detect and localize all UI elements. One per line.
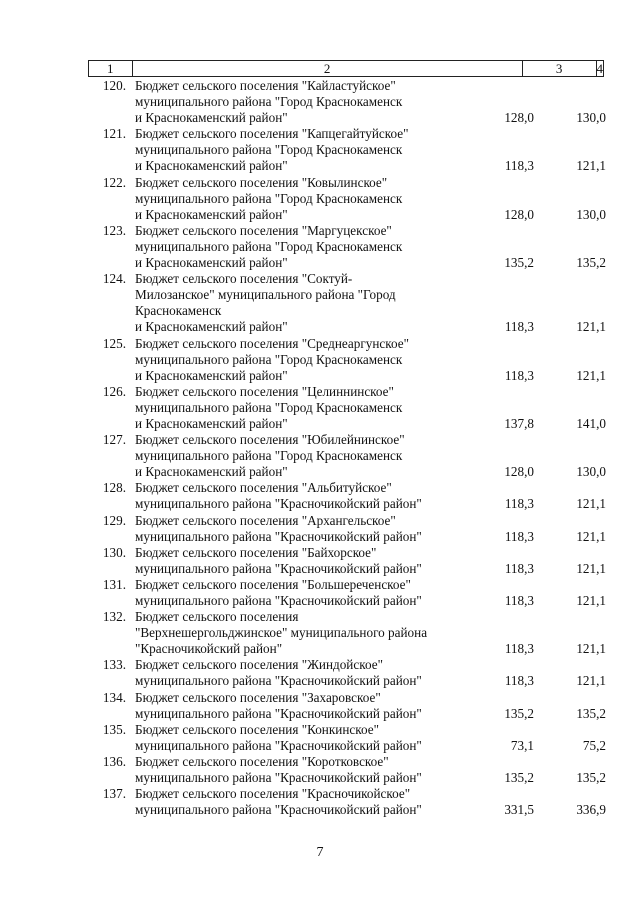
row-description-line: Бюджет сельского поселения	[135, 609, 299, 625]
row-description-line: муниципального района "Город Краснокаменск	[135, 190, 403, 206]
row-value-col3: 135,2	[504, 705, 534, 721]
row-value-col3: 118,3	[504, 496, 534, 512]
row-description-line: муниципального района "Город Краснокаменск	[135, 448, 403, 464]
row-description-line: муниципального района "Город Краснокаменск	[135, 351, 403, 367]
row-value-col3: 331,5	[504, 802, 534, 818]
row-value-col3: 118,3	[504, 367, 534, 383]
row-value-col4: 121,1	[576, 319, 606, 335]
table-row	[0, 336, 640, 384]
row-description-line: Бюджет сельского поселения "Красночикойское"	[135, 786, 411, 802]
row-value-col3: 118,3	[504, 158, 534, 174]
table-row	[0, 271, 640, 335]
row-description-line: муниципального района "Красночикойский район"	[135, 802, 422, 818]
row-description-line: муниципального района "Красночикойский район"	[135, 593, 422, 608]
row-description-line: и Краснокаменский район"	[135, 110, 288, 126]
row-number: 124.	[102, 271, 126, 287]
row-description-line: муниципального района "Красночикойский район"	[135, 705, 422, 721]
row-value-col3: 118,3	[504, 560, 534, 576]
row-value-col3: 118,3	[504, 673, 534, 689]
row-description-line: муниципального района "Красночикойский район"	[135, 737, 422, 753]
row-value-col4: 135,2	[576, 255, 606, 271]
row-description-line: муниципального района "Красночикойский район"	[135, 673, 422, 689]
row-number: 123.	[102, 222, 126, 238]
row-description-line: Бюджет сельского поселения "Среднеаргунское"	[135, 335, 410, 351]
row-value-col3: 128,0	[504, 206, 534, 222]
row-description	[135, 126, 465, 174]
row-description-line: муниципального района "Город Краснокаменск	[135, 399, 403, 415]
row-value-col4: 135,2	[576, 770, 606, 786]
row-description-line: Бюджет сельского поселения "Большереченское"	[135, 576, 411, 592]
row-description-line: муниципального района "Красночикойский район"	[135, 560, 422, 576]
table-body	[0, 78, 640, 818]
row-description	[135, 754, 465, 786]
row-number: 125.	[102, 335, 126, 351]
row-value-col4: 121,1	[576, 641, 606, 657]
row-description-line: и Краснокаменский район"	[135, 158, 288, 174]
row-number: 131.	[102, 576, 126, 592]
row-description-line: муниципального района "Красночикойский район"	[135, 770, 422, 786]
table-row	[0, 609, 640, 657]
row-description-line: муниципального района "Красночикойский район"	[135, 496, 422, 512]
row-description	[135, 271, 465, 335]
row-number: 135.	[102, 721, 126, 737]
row-description-line: Краснокаменск	[135, 303, 222, 319]
row-description	[135, 545, 465, 577]
row-description-line: муниципального района "Город Краснокаменск	[135, 142, 403, 158]
row-description-line: Бюджет сельского поселения "Соктуй-	[135, 271, 353, 287]
row-description	[135, 513, 465, 545]
table-row	[0, 175, 640, 223]
table-row	[0, 577, 640, 609]
row-description	[135, 223, 465, 271]
row-description-line: и Краснокаменский район"	[135, 367, 288, 383]
row-number: 129.	[102, 512, 126, 528]
row-value-col3: 118,3	[504, 528, 534, 544]
row-description	[135, 384, 465, 432]
row-number: 126.	[102, 383, 126, 399]
row-value-col3: 135,2	[504, 770, 534, 786]
row-value-col4: 121,1	[576, 673, 606, 689]
table-row	[0, 545, 640, 577]
header-col-4: 4	[596, 61, 603, 76]
row-description	[135, 657, 465, 689]
row-value-col4: 121,1	[576, 528, 606, 544]
row-value-col4: 121,1	[576, 560, 606, 576]
row-number: 134.	[102, 689, 126, 705]
row-description	[135, 577, 465, 609]
row-value-col3: 73,1	[510, 737, 534, 753]
row-description-line: Бюджет сельского поселения "Байхорское"	[135, 544, 377, 560]
row-value-col4: 75,2	[582, 737, 606, 753]
row-number: 132.	[102, 609, 126, 625]
table-row	[0, 384, 640, 432]
row-number: 120.	[102, 78, 126, 93]
row-description-line: муниципального района "Город Краснокаменск	[135, 94, 403, 110]
row-description	[135, 336, 465, 384]
row-value-col4: 121,1	[576, 158, 606, 174]
row-description-line: и Краснокаменский район"	[135, 319, 288, 335]
row-description-line: Бюджет сельского поселения "Архангельское"	[135, 512, 396, 528]
row-value-col3: 118,3	[504, 593, 534, 608]
row-number: 121.	[102, 126, 126, 142]
row-number: 128.	[102, 480, 126, 496]
header-col-3: 3	[523, 61, 597, 76]
row-description-line: Бюджет сельского поселения "Захаровское"	[135, 689, 381, 705]
table-row	[0, 657, 640, 689]
row-value-col4: 121,1	[576, 593, 606, 608]
row-value-col4: 121,1	[576, 367, 606, 383]
row-description	[135, 175, 465, 223]
row-value-col4: 336,9	[576, 802, 606, 818]
row-description-line: "Красночикойский район"	[135, 641, 283, 657]
row-number: 133.	[102, 657, 126, 673]
row-description-line: Бюджет сельского поселения "Юбилейнинское"	[135, 432, 405, 448]
table-row	[0, 432, 640, 480]
row-value-col4: 130,0	[576, 206, 606, 222]
row-value-col3: 118,3	[504, 641, 534, 657]
row-description	[135, 609, 465, 657]
row-description-line: и Краснокаменский район"	[135, 206, 288, 222]
row-description-line: Бюджет сельского поселения "Коротковское"	[135, 753, 389, 769]
table-header	[88, 60, 604, 77]
row-value-col4: 141,0	[576, 415, 606, 431]
row-value-col4: 121,1	[576, 496, 606, 512]
row-description-line: Бюджет сельского поселения "Маргуцекское"	[135, 222, 392, 238]
row-description-line: Бюджет сельского поселения "Ковылинское"	[135, 174, 388, 190]
row-description	[135, 786, 465, 818]
row-value-col4: 130,0	[576, 464, 606, 480]
row-value-col3: 135,2	[504, 255, 534, 271]
row-description-line: муниципального района "Город Краснокаменск	[135, 238, 403, 254]
row-description-line: и Краснокаменский район"	[135, 255, 288, 271]
row-value-col4: 130,0	[576, 110, 606, 126]
row-description-line: Бюджет сельского поселения "Капцегайтуйское"	[135, 126, 409, 142]
header-col-1: 1	[89, 61, 133, 76]
table-row	[0, 690, 640, 722]
row-value-col3: 118,3	[504, 319, 534, 335]
row-description-line: Бюджет сельского поселения "Жиндойское"	[135, 657, 383, 673]
row-description-line: Бюджет сельского поселения "Целиннинское"	[135, 383, 394, 399]
row-description-line: муниципального района "Красночикойский район"	[135, 528, 422, 544]
row-number: 137.	[102, 786, 126, 802]
row-value-col3: 137,8	[504, 415, 534, 431]
row-value-col3: 128,0	[504, 464, 534, 480]
row-description-line: Бюджет сельского поселения "Кайластуйское"	[135, 78, 396, 93]
row-description	[135, 480, 465, 512]
row-description-line: Бюджет сельского поселения "Альбитуйское"	[135, 480, 392, 496]
table-row	[0, 513, 640, 545]
row-description	[135, 690, 465, 722]
table-row	[0, 754, 640, 786]
row-number: 127.	[102, 432, 126, 448]
row-description-line: Бюджет сельского поселения "Конкинское"	[135, 721, 379, 737]
row-value-col3: 128,0	[504, 110, 534, 126]
row-description	[135, 78, 465, 126]
row-description-line: и Краснокаменский район"	[135, 464, 288, 480]
row-description-line: Милозанское" муниципального района "Город	[135, 287, 396, 303]
row-value-col4: 135,2	[576, 705, 606, 721]
table-row	[0, 480, 640, 512]
header-col-2: 2	[133, 61, 523, 76]
row-description	[135, 722, 465, 754]
table-row	[0, 78, 640, 126]
table-row	[0, 126, 640, 174]
table-row	[0, 786, 640, 818]
row-number: 122.	[102, 174, 126, 190]
page-number: 7	[316, 845, 324, 860]
row-description	[135, 432, 465, 480]
row-number: 136.	[102, 753, 126, 769]
row-description-line: "Верхнешергольджинское" муниципального района	[135, 625, 428, 641]
row-description-line: и Краснокаменский район"	[135, 415, 288, 431]
table-row	[0, 223, 640, 271]
row-number: 130.	[102, 544, 126, 560]
table-row	[0, 722, 640, 754]
